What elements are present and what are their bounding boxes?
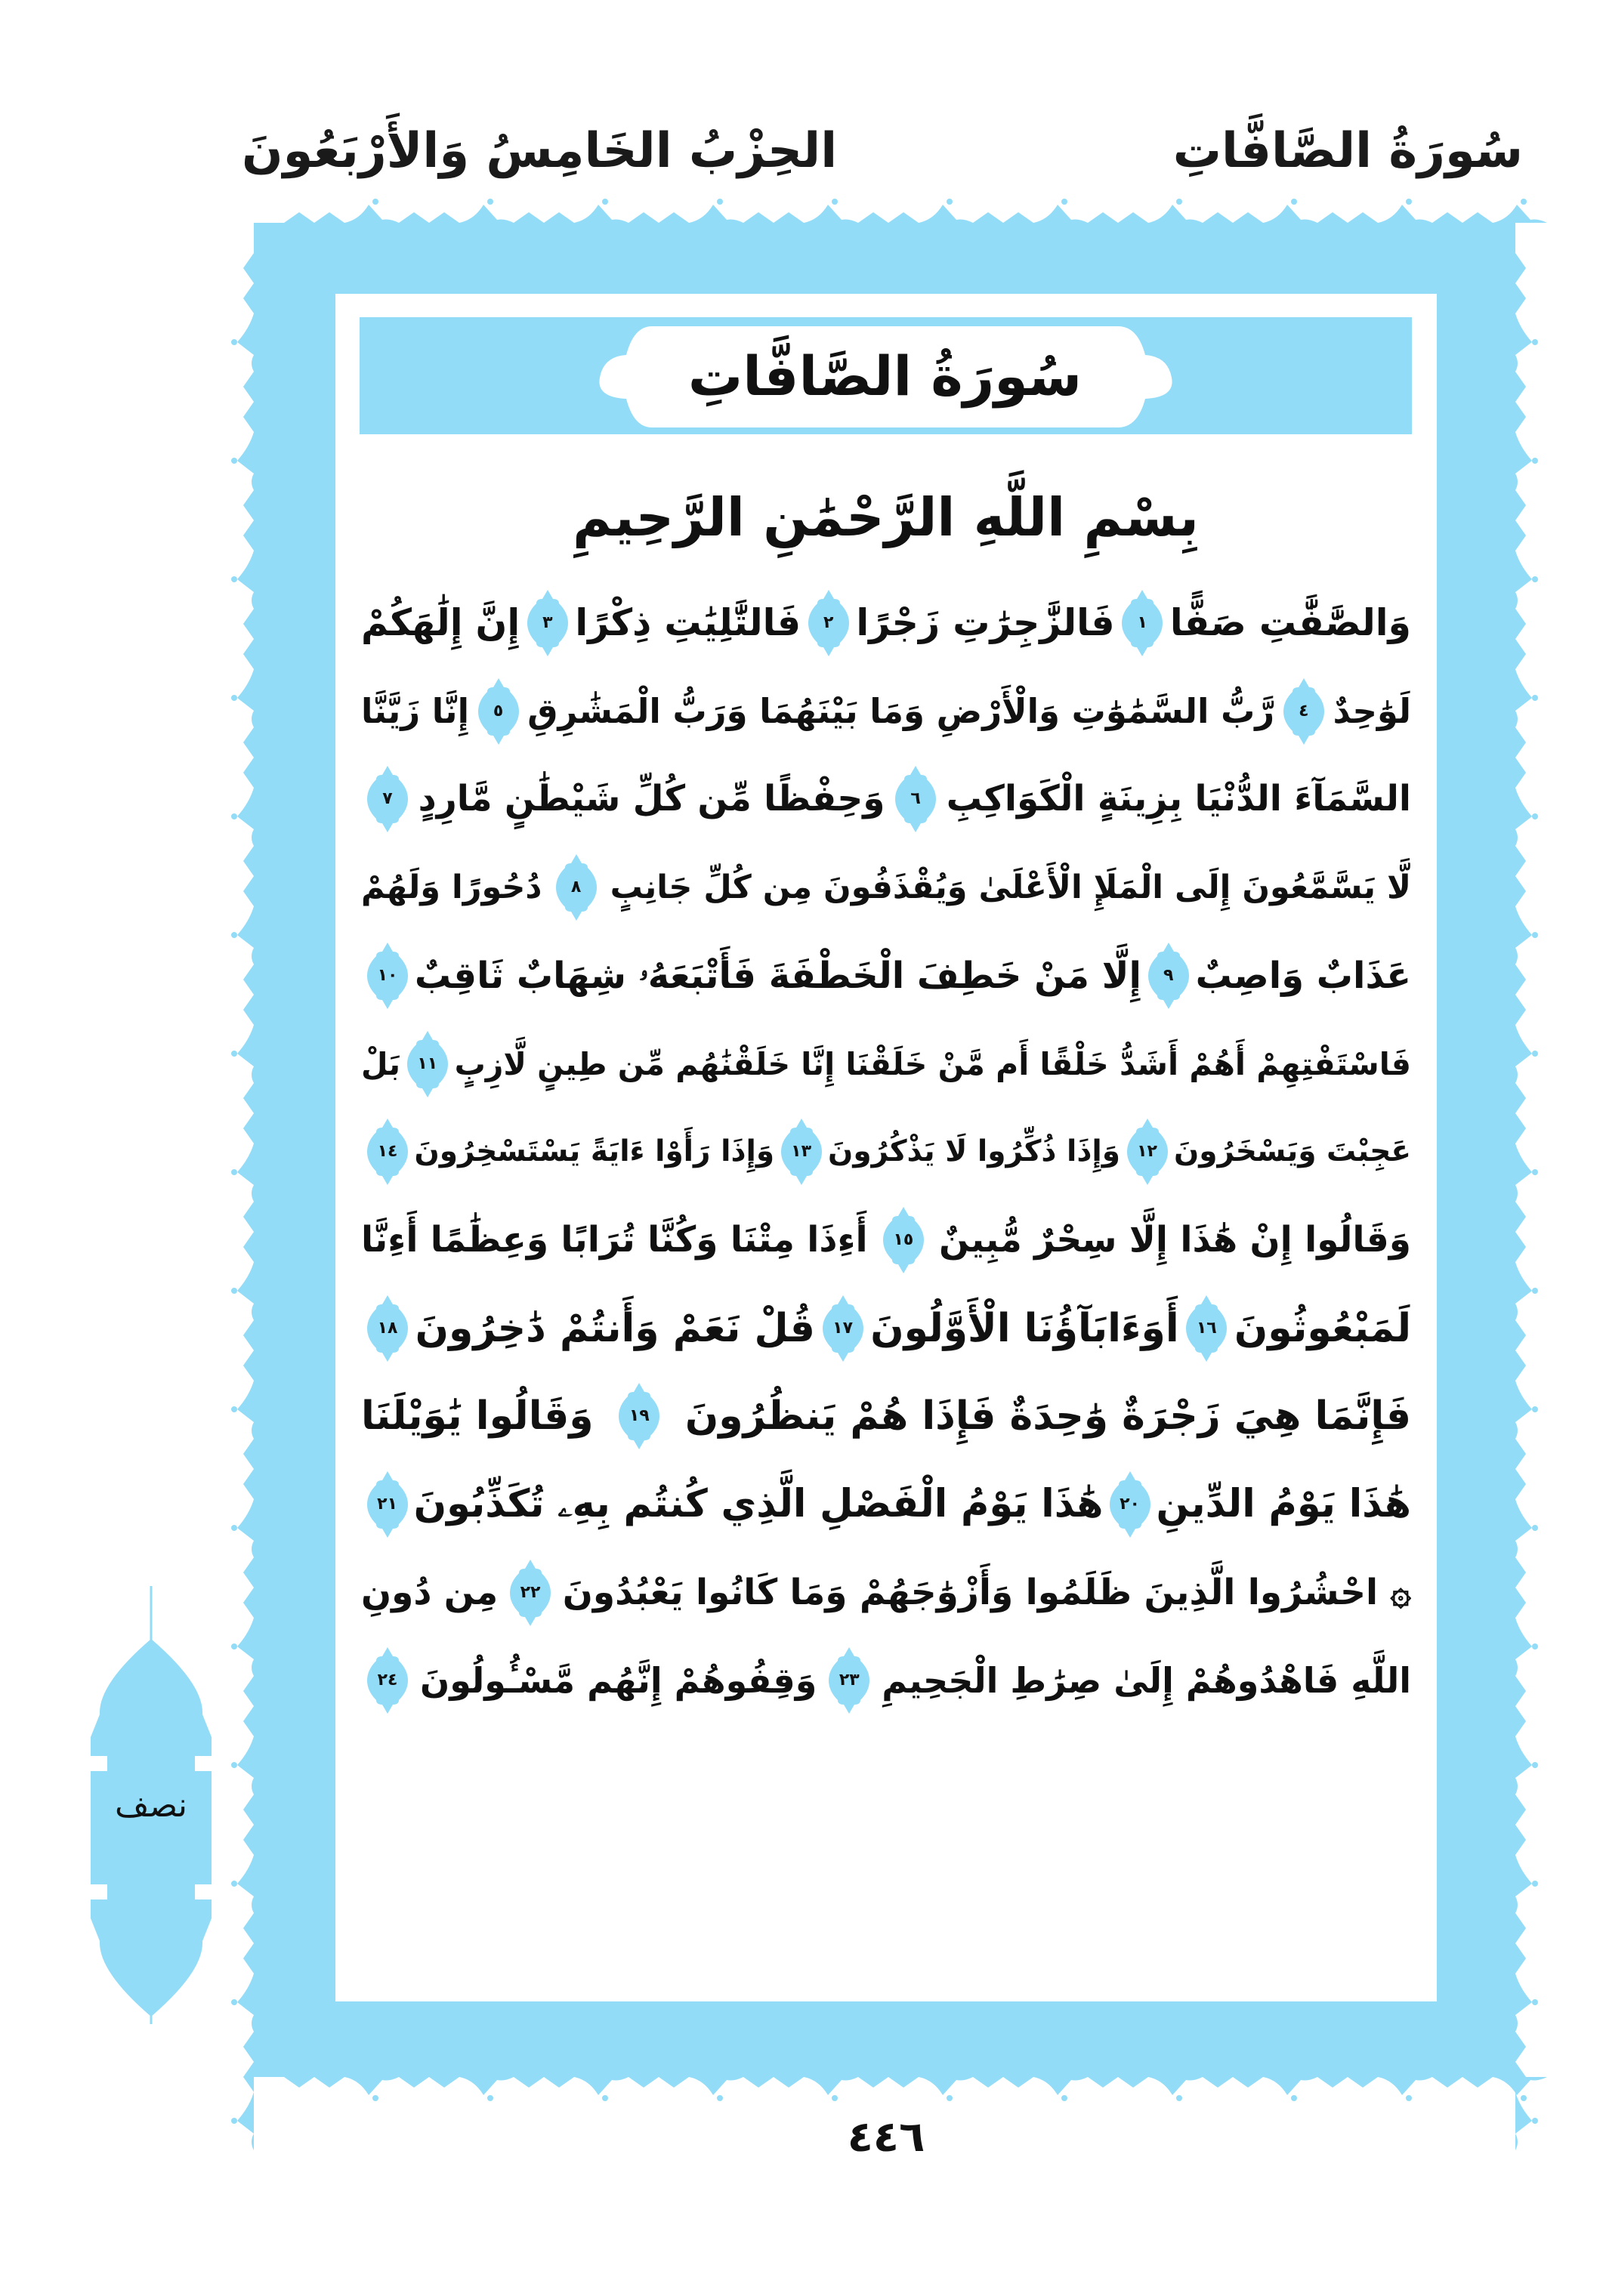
ayah-number: ٢١: [377, 1495, 398, 1514]
ayah-number-marker: [1120, 588, 1164, 658]
ayah-number-marker: [807, 588, 851, 658]
ayah-number-marker: [827, 1646, 871, 1715]
verse-text: إِنَّا زَيَّنَّا: [361, 690, 470, 731]
verse-text: وَقَالُوا إِنْ هَٰذَا إِلَّا سِحْرٌ مُّبِينٌ: [939, 1218, 1411, 1261]
verse-line: [361, 1555, 1411, 1631]
verse-text: إِنَّ إِلَٰهَكُمْ: [361, 601, 520, 644]
ayah-number: ٢: [823, 613, 834, 632]
ayah-number: ٢٢: [520, 1582, 541, 1602]
verse-text: وَقَالُوا يَٰوَيْلَنَا: [361, 1393, 594, 1440]
ayah-number-marker: [366, 764, 409, 834]
ayah-number-marker: [366, 1470, 409, 1539]
verse-line: [361, 1643, 1411, 1718]
verse-line: [361, 1291, 1411, 1366]
verse-text: أَءِذَا مِتْنَا وَكُنَّا تُرَابًا وَعِظَٰمًا أَءِنَّا: [361, 1218, 868, 1261]
ayah-number: ٢٤: [377, 1671, 398, 1690]
header-hizb: الحِزْبُ الخَامِسُ وَالأَرْبَعُونَ: [242, 123, 838, 179]
ayah-number: ١٤: [377, 1142, 398, 1162]
verse-text: لَمَبْعُوثُونَ: [1234, 1305, 1411, 1351]
verse-line: [361, 585, 1411, 661]
ayah-number-marker: [366, 941, 409, 1011]
ayah-number: ٩: [1163, 965, 1174, 985]
verse-line: [361, 761, 1411, 837]
verse-text: لَّا يَسَّمَّعُونَ إِلَى الْمَلَإِ الْأَعْلَىٰ وَيُقْذَفُونَ مِن كُلِّ جَانِبٍ: [610, 869, 1411, 907]
ayah-number-marker: [1184, 1294, 1228, 1363]
verse-line: [361, 1114, 1411, 1190]
verse-text: ۞ احْشُرُوا الَّذِينَ ظَلَمُوا وَأَزْوَٰجَهُمْ وَمَا كَانُوا يَعْبُدُونَ: [562, 1571, 1411, 1613]
ayah-number: ١٢: [1137, 1142, 1157, 1162]
ayah-number: ٢٠: [1120, 1495, 1140, 1514]
verse-text: إِلَّا مَنْ خَطِفَ الْخَطْفَةَ فَأَتْبَعَهُۥ شِهَابٌ ثَاقِبٌ: [414, 954, 1141, 997]
ayah-number-marker: [406, 1029, 449, 1099]
ayah-number-marker: [882, 1205, 925, 1275]
ayah-number-marker: [526, 588, 570, 658]
ayah-number-marker: [821, 1294, 865, 1363]
ayah-number-marker: [508, 1558, 552, 1628]
hizb-marker-label: نصف: [115, 1785, 187, 1825]
ayah-number-marker: [894, 764, 937, 834]
ayah-number: ٦: [910, 789, 921, 809]
verse-text: رَّبُّ السَّمَٰوَٰتِ وَالْأَرْضِ وَمَا بَيْنَهُمَا وَرَبُّ الْمَشَٰرِقِ: [527, 690, 1275, 731]
verse-text: لَوَٰحِدٌ: [1333, 690, 1411, 731]
ayah-number: ١٠: [377, 965, 398, 985]
ayah-number: ١٧: [832, 1318, 854, 1338]
verse-text: وَقِفُوهُمْ إِنَّهُم مَّسْـُٔولُونَ: [419, 1660, 817, 1702]
ayah-number-marker: [366, 1646, 409, 1715]
verse-text: فَالزَّٰجِرَٰتِ زَجْرًا: [856, 601, 1115, 644]
ayah-number-marker: [366, 1294, 409, 1363]
verse-text: اللَّهِ فَاهْدُوهُمْ إِلَىٰ صِرَٰطِ الْجَحِيمِ: [882, 1660, 1411, 1702]
ayah-number-marker: [617, 1381, 661, 1451]
ayah-number-marker: [1126, 1117, 1169, 1187]
ayah-number: ١٩: [629, 1406, 650, 1426]
verse-text: فَإِنَّمَا هِيَ زَجْرَةٌ وَٰحِدَةٌ فَإِذَا هُمْ يَنظُرُونَ: [684, 1393, 1411, 1440]
ayah-number-marker: [1282, 677, 1326, 746]
verse-text: فَاسْتَفْتِهِمْ أَهُمْ أَشَدُّ خَلْقًا أَم مَّنْ خَلَقْنَا إِنَّا خَلَقْنَٰهُم مِّن طِينٍ لَّازِبٍ: [454, 1045, 1411, 1082]
verse-text: هَٰذَا يَوْمُ الدِّينِ: [1156, 1482, 1411, 1526]
verse-line: [361, 674, 1411, 749]
ayah-number: ٥: [493, 701, 504, 721]
ayah-number: ٧: [382, 789, 393, 809]
basmala: بِسْمِ اللَّهِ الرَّحْمَٰنِ الرَّحِيمِ: [573, 486, 1199, 548]
ayah-number: ١: [1137, 613, 1147, 632]
verse-text: قُلْ نَعَمْ وَأَنتُمْ دَٰخِرُونَ: [415, 1305, 815, 1351]
verse-line: [361, 1026, 1411, 1102]
verse-text: دُحُورًا وَلَهُمْ: [361, 869, 542, 907]
verse-line: [361, 1378, 1411, 1454]
ayah-number: ١١: [417, 1054, 438, 1073]
verse-line: [361, 938, 1411, 1014]
verse-text: وَإِذَا رَأَوْا ءَايَةً يَسْتَسْخِرُونَ: [414, 1134, 775, 1169]
ayah-number-marker: [1147, 941, 1191, 1011]
surah-title: سُورَةُ الصَّافَّاتِ: [687, 344, 1083, 408]
verse-text: فَالتَّٰلِيَٰتِ ذِكْرًا: [575, 601, 801, 644]
ayah-number: ١٣: [791, 1142, 811, 1162]
verse-text: وَالصَّٰفَّٰتِ صَفًّا: [1169, 601, 1411, 644]
verse-text: عَذَابٌ وَاصِبٌ: [1195, 954, 1411, 997]
ayah-number-marker: [366, 1117, 409, 1187]
ayah-number: ١٥: [893, 1230, 914, 1249]
page-number: ٤٤٦: [847, 2112, 925, 2162]
ayah-number-marker: [477, 677, 520, 746]
ayah-number-marker: [780, 1117, 823, 1187]
header-surah-name: سُورَةُ الصَّافَّاتِ: [1172, 123, 1523, 179]
verse-line: [361, 850, 1411, 925]
verse-text: بَلْ: [361, 1045, 401, 1082]
verse-text: السَّمَآءَ الدُّنْيَا بِزِينَةٍ الْكَوَاكِبِ: [946, 778, 1411, 820]
ayah-number: ٣: [542, 613, 553, 632]
ayah-number-marker: [1108, 1470, 1152, 1539]
ayah-number: ٨: [570, 878, 582, 897]
ayah-number: ٤: [1299, 701, 1309, 721]
verse-text: هَٰذَا يَوْمُ الْفَصْلِ الَّذِي كُنتُم بِهِۦ تُكَذِّبُونَ: [413, 1482, 1104, 1526]
ayah-number: ١٨: [377, 1318, 398, 1338]
verse-text: أَوَءَابَآؤُنَا الْأَوَّلُونَ: [870, 1305, 1179, 1351]
verse-line: [361, 1467, 1411, 1542]
verse-text: مِن دُونِ: [361, 1571, 499, 1613]
ayah-number: ١٦: [1196, 1318, 1217, 1338]
verse-text: عَجِبْتَ وَيَسْخَرُونَ: [1174, 1134, 1411, 1169]
ayah-number: ٢٣: [839, 1671, 860, 1690]
verse-line: [361, 1202, 1411, 1278]
verse-text: وَحِفْظًا مِّن كُلِّ شَيْطَٰنٍ مَّارِدٍ: [418, 778, 885, 820]
verse-text: وَإِذَا ذُكِّرُوا لَا يَذْكُرُونَ: [828, 1134, 1121, 1169]
ayah-number-marker: [554, 853, 598, 922]
